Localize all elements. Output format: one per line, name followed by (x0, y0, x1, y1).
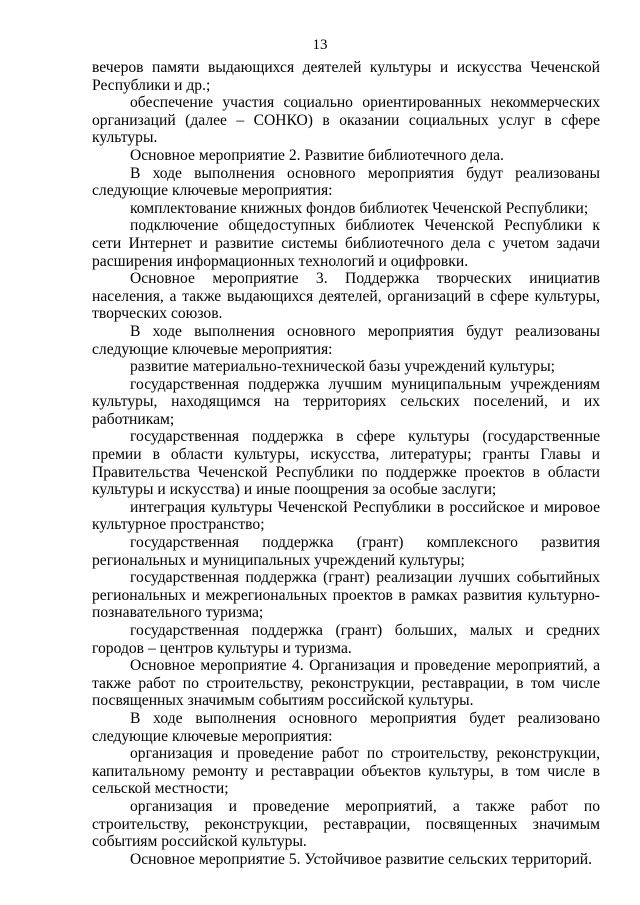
list-item: государственная поддержка в сфере культуры (государственные премии в области культуры, искусства, литературы; гранты Главы и Правительства Чеченской Республики по поддержке проектов в области культуры и искусства) и иные поощрения за особые заслуги; (92, 428, 600, 499)
list-item: развитие материально-технической базы учреждений культуры; (130, 358, 556, 376)
section-heading-main-activity-4: Основное мероприятие 4. Организация и проведение мероприятий, а также работ по строительству, реконструкции, реставрации, в том числе посвященных значимым событиям российской культуры. (92, 657, 600, 710)
list-item: подключение общедоступных библиотек Чеченской Республики к сети Интернет и развитие системы библиотечного дела с учетом задачи расширения информационных технологий и оцифровки. (92, 217, 600, 270)
document-body (92, 59, 600, 868)
paragraph-continuation: вечеров памяти выдающихся деятелей культуры и искусства Чеченской Республики и др.; (92, 59, 600, 94)
list-item: государственная поддержка лучшим муниципальным учреждениям культуры, находящимся на территориях сельских поселений, и их работникам; (92, 375, 600, 428)
list-item: государственная поддержка (грант) реализации лучших событийных региональных и межрегиональных проектов в рамках развития культурно-познавательного туризма; (92, 569, 600, 622)
paragraph: обеспечение участия социально ориентированных некоммерческих организаций (далее – СОНКО) в оказании социальных услуг в сфере культуры. (92, 94, 600, 147)
list-item: организация и проведение мероприятий, а также работ по строительству, реконструкции, реставрации, посвященных значимым событиям российской культуры. (92, 797, 600, 851)
paragraph: В ходе выполнения основного мероприятия будут реализованы следующие ключевые мероприятия: (92, 322, 600, 358)
paragraph: В ходе выполнения основного мероприятия будут реализованы следующие ключевые мероприятия: (92, 164, 600, 200)
list-item: государственная поддержка (грант) комплексного развития региональных и муниципальных учреждений культуры; (92, 534, 600, 569)
section-heading-main-activity-3: Основное мероприятие 3. Поддержка творческих инициатив населения, а также выдающихся деятелей, организаций в сфере культуры, творческих союзов. (92, 270, 600, 323)
list-item: комплектование книжных фондов библиотек Чеченской Республики; (130, 199, 589, 217)
section-heading-main-activity-5: Основное мероприятие 5. Устойчивое развитие сельских территорий. (130, 850, 593, 868)
page-number: 13 (312, 37, 328, 53)
paragraph: В ходе выполнения основного мероприятия будет реализовано следующие ключевые мероприятия: (92, 709, 600, 745)
list-item: интеграция культуры Чеченской Республики в российское и мировое культурное пространство; (92, 498, 600, 534)
section-heading-main-activity-2: Основное мероприятие 2. Развитие библиотечного дела. (130, 146, 504, 164)
list-item: государственная поддержка (грант) больших, малых и средних городов – центров культуры и туризма. (92, 622, 600, 657)
list-item: организация и проведение работ по строительству, реконструкции, капитальному ремонту и реставрации объектов культуры, в том числе в сельской местности; (92, 745, 600, 798)
